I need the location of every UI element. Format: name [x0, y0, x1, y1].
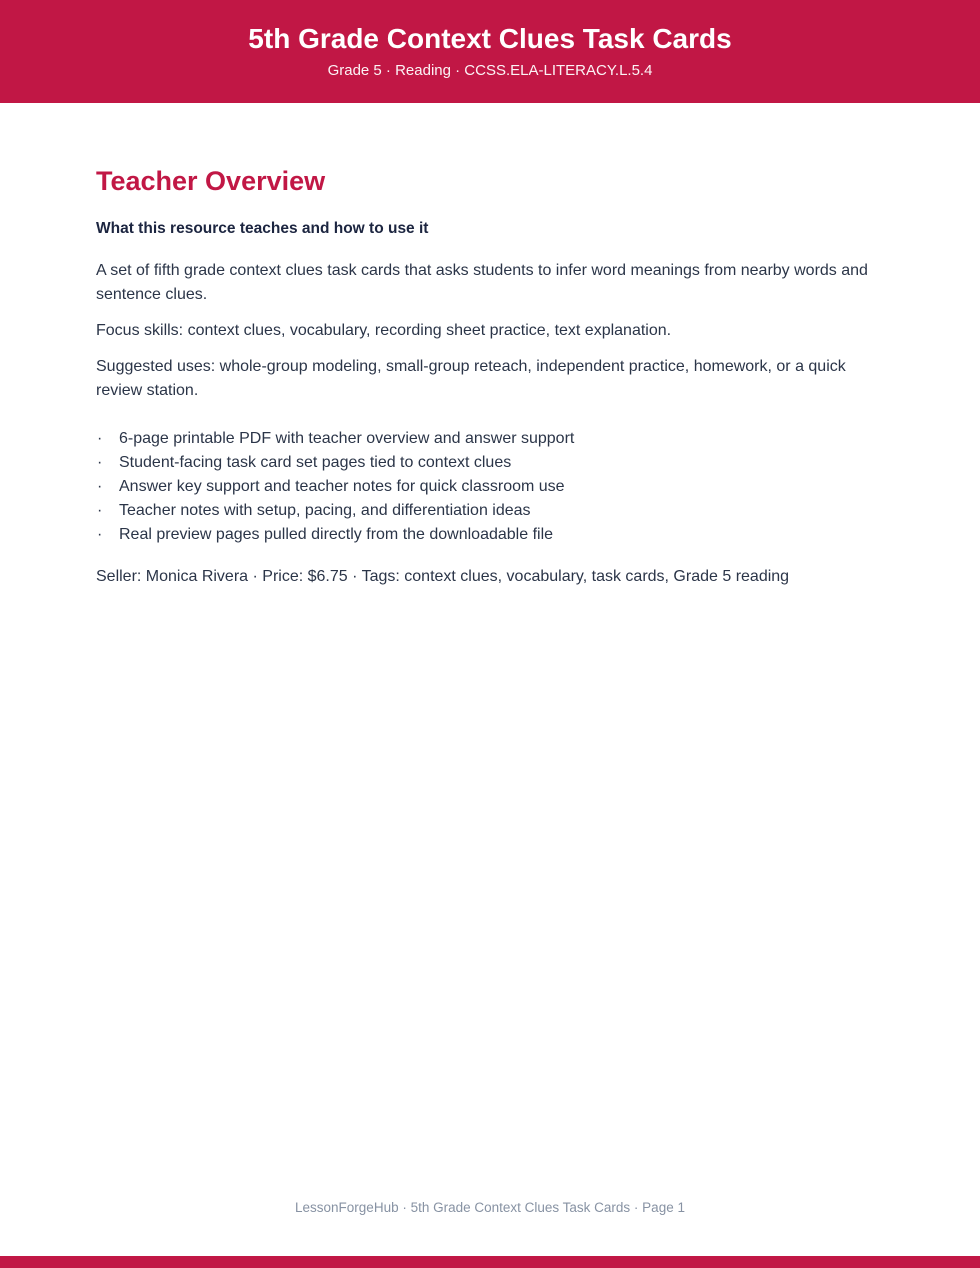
feature-text: Real preview pages pulled directly from the downloadable file — [119, 526, 554, 543]
feature-text: Teacher notes with setup, pacing, and differentiation ideas — [119, 502, 531, 519]
bullet-icon: · — [97, 430, 103, 447]
main-content — [0, 165, 980, 589]
list-item — [96, 499, 884, 523]
feature-list — [96, 427, 884, 547]
bullet-icon: · — [97, 502, 103, 519]
footer-accent-bar — [0, 1256, 980, 1268]
suggested-uses-paragraph: Suggested uses: whole-group modeling, small-group reteach, independent practice, homework, or a quick review station. — [96, 358, 846, 399]
list-item — [96, 451, 884, 475]
list-item — [96, 523, 884, 547]
feature-text: Answer key support and teacher notes for quick classroom use — [119, 478, 565, 495]
bullet-icon: · — [97, 454, 103, 471]
section-subheading: What this resource teaches and how to use it — [96, 220, 429, 237]
document-title: 5th Grade Context Clues Task Cards — [248, 22, 732, 54]
section-heading: Teacher Overview — [96, 166, 326, 196]
bullet-icon: · — [97, 526, 103, 543]
feature-text: Student-facing task card set pages tied to context clues — [119, 454, 512, 471]
list-item — [96, 427, 884, 451]
description-paragraph: A set of fifth grade context clues task cards that asks students to infer word meanings from nearby words and sentence clues. — [96, 262, 868, 303]
document-subtitle: Grade 5 · Reading · CCSS.ELA-LITERACY.L.5.4 — [327, 61, 653, 79]
seller-info: Seller: Monica Rivera · Price: $6.75 · Tags: context clues, vocabulary, task cards, Grade 5 reading — [96, 568, 790, 585]
header-banner — [0, 0, 980, 103]
feature-text: 6-page printable PDF with teacher overview and answer support — [119, 430, 575, 447]
focus-skills-paragraph: Focus skills: context clues, vocabulary, recording sheet practice, text explanation. — [96, 322, 672, 339]
page-footer: LessonForgeHub · 5th Grade Context Clues Task Cards · Page 1 — [295, 1200, 685, 1215]
list-item — [96, 475, 884, 499]
bullet-icon: · — [97, 478, 103, 495]
